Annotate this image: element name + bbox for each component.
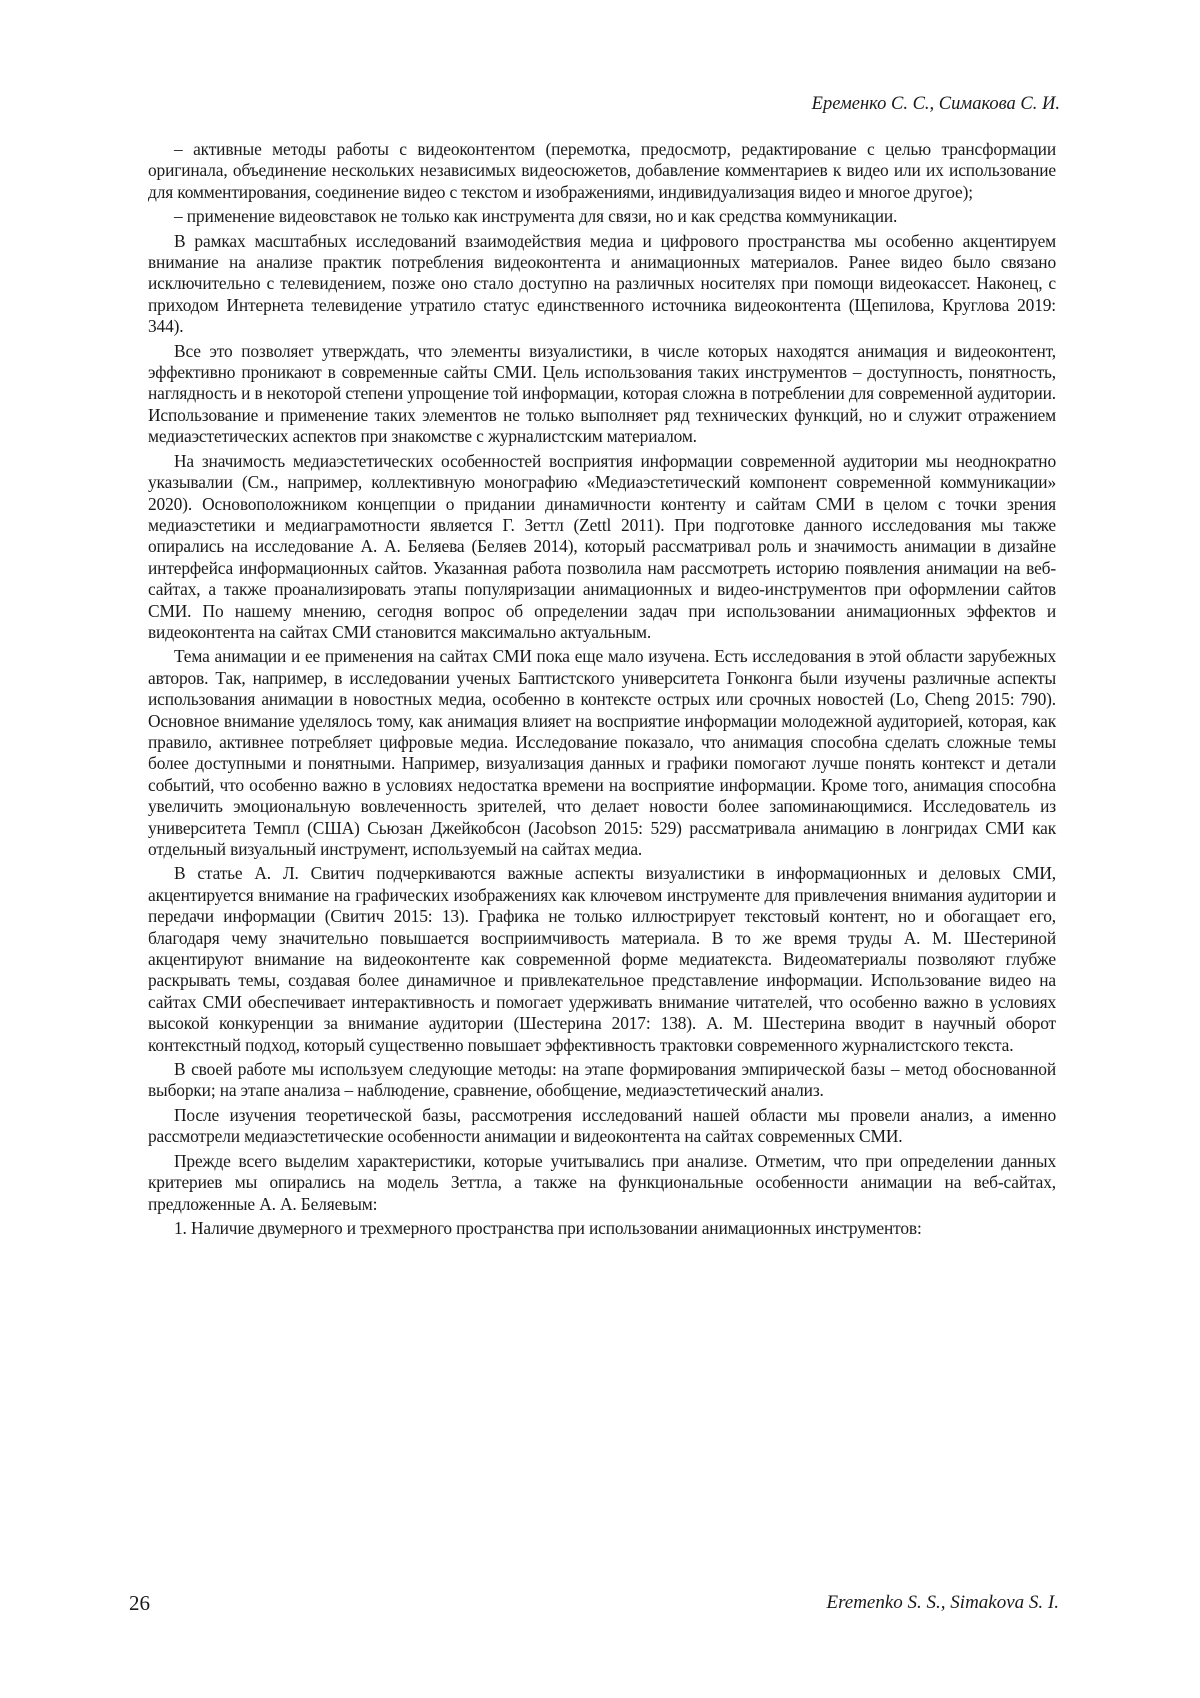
paragraph: В статье А. Л. Свитич подчеркиваются важные аспекты визуалистики в информационных и деловых СМИ, акцентируется внимание на графических изображениях как ключевом инструменте для привлечения внимания аудитории и передачи информации (Свитич 2015: 13). Графика не только иллюстрирует текстовый контент, но и обогащает его, благодаря чему значительно повышается восприимчивость материала. В то же время труды А. М. Шестериной акцентируют внимание на видеоконтенте как современной форме медиатекста. Видеоматериалы позволяют глубже раскрывать темы, создавая более динамичное и привлекательное представление информации. Использование видео на сайтах СМИ обеспечивает интерактивность и помогает удерживать внимание читателей, что особенно важно в условиях высокой конкуренции за внимание аудитории (Шестерина 2017: 138). А. М. Шестерина вводит в научный оборот контекстный подход, который существенно повышает эффективность трактовки современного журналистского текста. <box>148 863 1056 1055</box>
page-number: 26 <box>129 1591 150 1615</box>
running-head: Еременко С. С., Симакова С. И. <box>811 94 1060 114</box>
paragraph: В своей работе мы используем следующие методы: на этапе формирования эмпирической базы – метод обоснованной выборки; на этапе анализа – наблюдение, сравнение, обобщение, медиаэстетический анализ. <box>148 1059 1056 1101</box>
paragraph: После изучения теоретической базы, рассмотрения исследований нашей области мы провели анализ, а именно рассмотрели медиаэстетические особенности анимации и видеоконтента на сайтах современных СМИ. <box>148 1104 1056 1147</box>
paragraph: На значимость медиаэстетических особенностей восприятия информации современной аудитории мы неоднократно указывалии (См., например, коллективную монографию «Медиаэстетический компонент современной коммуникации» 2020). Основоположником концепции о придании динамичности контенту и сайтам СМИ в целом с точки зрения медиаэстетики и медиаграмотности является Г. Зеттл (Zettl 2011). При подготовке данного исследования мы также опирались на исследование А. А. Беляева (Беляев 2014), который рассматривал роль и значимость анимации в дизайне интерфейса информационных сайтов. Указанная работа позволила нам рассмотреть историю появления анимации на веб-сайтах, а также проанализировать этапы популяризации анимационных и видео-инструментов при оформлении сайтов СМИ. По нашему мнению, сегодня вопрос об определении задач при использовании анимационных эффектов и видеоконтента на сайтах СМИ становится максимально актуальным. <box>148 450 1056 642</box>
paragraph: 1. Наличие двумерного и трехмерного пространства при использовании анимационных инструментов: <box>174 1217 922 1238</box>
paragraph: Все это позволяет утверждать, что элементы визуалистики, в числе которых находятся анимация и видеоконтент, эффективно проникают в современные сайты СМИ. Цель использования таких инструментов – доступность, понятность, наглядность и в некоторой степени упрощение той информации, которая сложна в потреблении для современной аудитории. Использование и применение таких элементов не только выполняет ряд технических функций, но и служит отражением медиаэстетических аспектов при знакомстве с журналистским материалом. <box>148 340 1056 447</box>
paragraph: В рамках масштабных исследований взаимодействия медиа и цифрового пространства мы особенно акцентируем внимание на анализе практик потребления видеоконтента и анимационных материалов. Ранее видео было связано исключительно с телевидением, позже оно стало доступно на различных носителях при помощи видеокассет. Наконец, с приходом Интернета телевидение утратило статус единственного источника видеоконтента (Щепилова, Круглова 2019: 344). <box>148 230 1056 337</box>
paragraph: – применение видеовставок не только как инструмента для связи, но и как средства коммуникации. <box>174 206 898 227</box>
paragraph: – активные методы работы с видеоконтентом (перемотка, предосмотр, редактирование с целью трансформации оригинала, объединение нескольких независимых видеосюжетов, добавление комментариев к видео или их использование для комментирования, соединение видео с текстом и изображениями, индивидуализация видео и многое другое); <box>148 139 1056 202</box>
paragraph: Прежде всего выделим характеристики, которые учитывались при анализе. Отметим, что при определении данных критериев мы опирались на модель Зеттла, а также на функциональные особенности анимации на веб-сайтах, предложенные А. А. Беляевым: <box>148 1150 1056 1214</box>
paragraph: Тема анимации и ее применения на сайтах СМИ пока еще мало изучена. Есть исследования в этой области зарубежных авторов. Так, например, в исследовании ученых Баптистского университета Гонконга были изучены различные аспекты использования анимации в новостных медиа, особенно в контексте острых или срочных новостей (Lo, Cheng 2015: 790). Основное внимание уделялось тому, как анимация влияет на восприятие информации молодежной аудиторией, которая, как правило, активнее потребляет цифровые медиа. Исследование показало, что анимация способна сделать сложные темы более доступными и понятными. Например, визуализация данных и графики помогают лучше понять контекст и детали событий, что особенно важно в условиях недостатка времени на восприятие информации. Кроме того, анимация способна увеличить эмоциональную вовлеченность зрителей, что делает новости более запоминающимися. Исследователь из университета Темпл (США) Сьюзан Джейкобсон (Jacobson 2015: 529) рассматривала анимацию в лонгридах СМИ как отдельный визуальный инструмент, используемый на сайтах медиа. <box>148 646 1056 859</box>
article-body <box>148 139 1056 1242</box>
footer-authors: Eremenko S. S., Simakova S. I. <box>826 1592 1059 1613</box>
